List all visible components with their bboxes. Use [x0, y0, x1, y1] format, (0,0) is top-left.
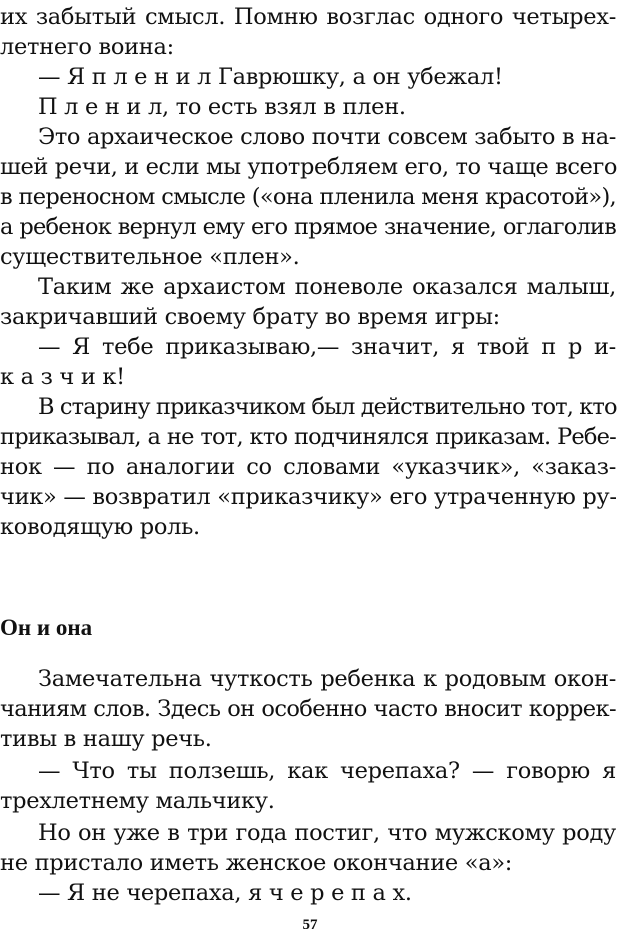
text-line: шей речи, и если мы употребляем его, то чаще всего — [0, 154, 617, 180]
text-line: приказывал, а не тот, кто подчинялся приказам. Ребе- — [0, 424, 616, 450]
text-line: чаниям слов. Здесь он особенно часто вносит коррек- — [0, 696, 616, 722]
text-line: — Что ты ползешь, как черепаха? — говорю я — [38, 758, 616, 784]
text-line: закричавший своему брату во время игры: — [0, 304, 500, 330]
text-line: а ребенок вернул ему его прямое значение, оглаголив — [0, 214, 616, 240]
text-line: к а з ч и к! — [0, 364, 125, 390]
page-number: 57 — [302, 917, 318, 933]
text-line: существительное «плен». — [0, 244, 300, 270]
text-line: не пристало иметь женское окончание «а»: — [0, 850, 513, 876]
text-line: — Я п л е н и л Гаврюшку, а он убежал! — [38, 64, 503, 90]
text-line: тивы в нашу речь. — [0, 726, 212, 752]
text-line: трехлетнему мальчику. — [0, 788, 275, 814]
text-line: нок — по аналогии со словами «указчик», «заказ- — [0, 454, 616, 480]
text-line: ководящую роль. — [0, 514, 200, 540]
text-line: летнего воина: — [0, 34, 174, 60]
text-line: Это архаическое слово почти совсем забыто в на- — [38, 124, 616, 150]
text-line: — Я тебе приказываю,— значит, я твой п р и- — [38, 334, 616, 360]
text-line: Замечательна чуткость ребенка к родовым окон- — [38, 666, 616, 692]
text-line: Таким же архаистом поневоле оказался малыш, — [38, 274, 616, 300]
text-line: В старину приказчиком был действительно тот, кто — [38, 394, 617, 420]
text-line: в переносном смысле («она пленила меня красотой»), — [0, 184, 616, 210]
text-line: Но он уже в три года постиг, что мужскому роду — [38, 820, 616, 846]
section-title: Он и она — [0, 615, 93, 640]
text-line: — Я не черепаха, я ч е р е п а х. — [38, 880, 412, 906]
text-line: П л е н и л, то есть взял в плен. — [38, 94, 406, 120]
text-line: их забытый смысл. Помню возглас одного четырех- — [0, 4, 616, 30]
text-line: чик» — возвратил «приказчику» его утраченную ру- — [0, 484, 617, 510]
